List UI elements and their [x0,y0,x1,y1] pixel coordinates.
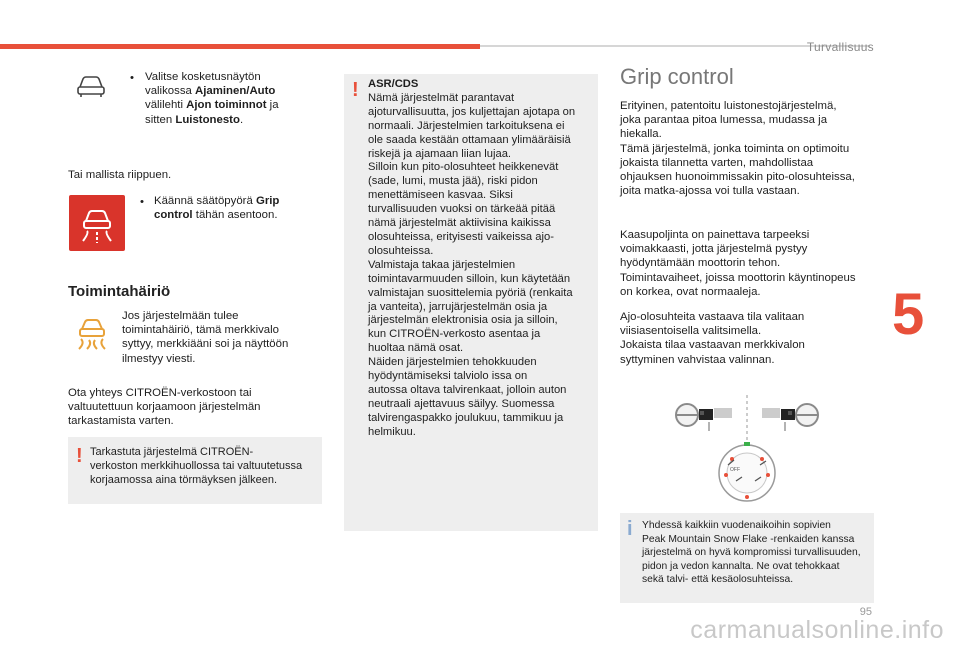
info-box-tyres [620,513,874,603]
warning-icon: ! [352,79,359,101]
svg-text:OFF: OFF [730,467,740,473]
page-number: 95 [859,606,872,618]
grip-control-selector-illustration [662,393,832,505]
warning-box-inspection [68,437,322,504]
section-title: Turvallisuus [806,40,874,54]
contact-dealer-text: Ota yhteys CITROËN-verkostoon tai valtuutettuun korjaamoon järjestelmän tarkastamista varten. [68,387,261,428]
warning-text: Tarkastuta järjestelmä CITROËN- verkoston merkkihuollossa tai valtuutetussa korjaamossa aina törmäyksen jälkeen. [90,446,303,486]
info-text: Yhdessä kaikkiin vuodenaikoihin sopivien Peak Mountain Snow Flake -renkaiden kanssa järjestelmä on hyvä kompromissi turvallisuuden, pidon ja vedon kannalta. Ne ovat tehokkaat sekä talvi- että kesäolosuhteissa. [642,520,861,586]
car-screen-icon [74,71,108,101]
grip-intro-paragraph: Erityinen, patentoitu luistonestojärjestelmä, joka parantaa pitoa lumessa, mudassa ja hiekalla. Tämä järjestelmä, jonka toiminta on optimoitu jokaista tilannetta varten, mahdollistaa ohjauksen huonoimmissakin pito-olosuhteissa, joita matka-ajossa voi tulla vastaan. [620,100,855,198]
asr-cds-warning-box [344,74,598,531]
header-accent-bar [0,44,480,49]
asr-cds-title: ASR/CDS [368,78,419,90]
alternative-note: Tai mallista riippuen. [68,169,172,181]
fault-heading: Toimintahäiriö [68,283,171,300]
grip-control-heading: Grip control [620,64,734,89]
watermark: carmanualsonline.info [690,616,944,644]
step1-text: Valitse kosketusnäytön valikossa Ajaminen/Auto välilehti Ajon toiminnot ja sitten Luistonesto. [145,71,279,126]
step1-bullet: • [130,72,134,84]
fault-description: Jos järjestelmään tulee toimintahäiriö, tämä merkkivalo syttyy, merkkiääni soi ja näyttöön ilmestyy viesti. [122,310,289,365]
grip-warning-lamp-icon [73,315,111,353]
grip-control-knob-icon [69,195,125,251]
mode-selector-paragraph: Ajo-olosuhteita vastaava tila valitaan viisiasentoisella valitsimella. Jokaista tilaa vastaavan merkkivalon syttyminen vahvistaa valinnan. [620,311,805,366]
step2-bullet: • [140,196,144,208]
step2-text: Käännä säätöpyörä Grip control tähän asentoon. [154,195,280,222]
accelerator-paragraph: Kaasupoljinta on painettava tarpeeksi voimakkaasti, jotta järjestelmä pystyy hyödyntämään moottorin tehon. Toimintavaiheet, joissa moottorin käyntinopeus on korkea, ovat normaaleja. [620,229,856,298]
warning-icon: ! [76,445,83,467]
chapter-number: 5 [892,282,925,347]
asr-cds-text: ASR/CDS Nämä järjestelmät parantavat ajoturvallisuutta, jos kuljettajan ajotapa on normaali. Järjestelmien tarkoituksena ei ole saada kestään ottamaan ylimääräisiä riskejä ja ajamaan liian lujaa. Silloin kun pito-olosuhteet heikkenevät (sade, lumi, musta jää), riski pidon menettämiseen kasvaa. Siksi turvallisuuden vuoksi on tärkeää pitää nämä järjestelmät aktiivisina kaikissa olosuhteissa, erityisesti vaikeissa ajo- olosuhteissa. Valmistaja takaa järjestelmien toimintavarmuuden silloin, kun käytetään valmistajan suosittelemia pyöriä (renkaita ja vanteita), jarrujärjestelmän osia ja järjestelmän elektronisia osia ja silloin, kun CITROËN-verkosto asentaa ja huoltaa nämä osat. Näiden järjestelmien tehokkuuden hyödyntämiseksi talviolo issa on autossa oltava talvirenkaat, jolloin auton neutraali ajettavuus säilyy. Suomessa talvirengaspakko joulukuu, tammikuu ja helmikuu. [368,78,596,440]
info-icon: i [627,518,633,540]
